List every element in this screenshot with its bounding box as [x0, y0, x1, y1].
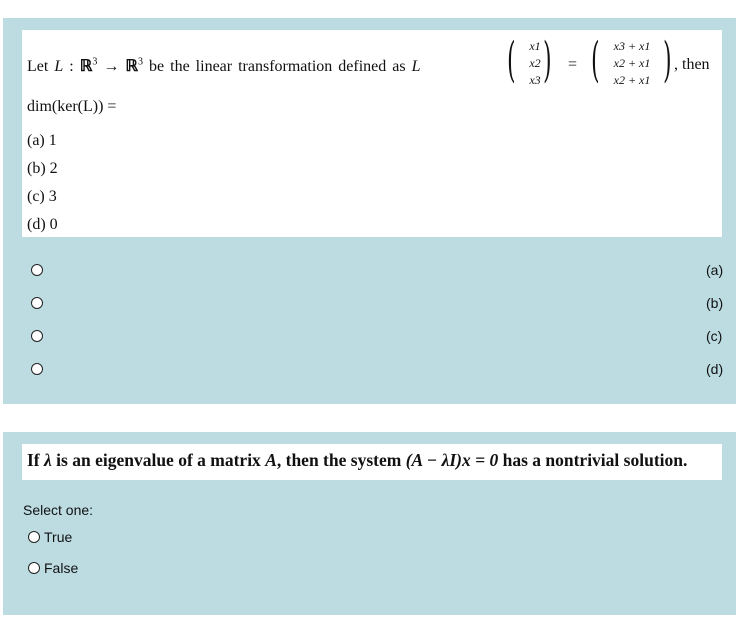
q2-text-if: If: [27, 450, 45, 470]
q1-answer-label-d[interactable]: (d): [706, 361, 724, 377]
q1-radio-c[interactable]: [31, 330, 43, 342]
q1-option-a-text: (a) 1: [27, 132, 57, 149]
right-paren-in: ): [543, 32, 552, 88]
select-one-label: Select one:: [23, 502, 94, 518]
q1-answer-label-c[interactable]: (c): [706, 328, 723, 344]
q1-exp-1: 3: [92, 56, 98, 68]
output-row-1: x3 + x1: [613, 39, 651, 53]
output-vector: [601, 38, 663, 89]
q1-option-d-text: (d) 0: [27, 216, 58, 233]
q1-answer-label-a[interactable]: (a): [706, 262, 724, 278]
q2-text-eigen: is an eigenvalue of a matrix: [51, 450, 266, 470]
q1-answer-label-b[interactable]: (b): [706, 295, 724, 311]
q1-radio-d[interactable]: [31, 363, 43, 375]
q1-colon: :: [69, 58, 74, 75]
q1-let: Let: [27, 58, 49, 75]
false-label[interactable]: False: [44, 560, 79, 576]
q1-option-b-text: (b) 2: [27, 160, 58, 177]
q1-R-domain: ℝ: [79, 58, 93, 75]
q2-text-nontrivial: has a nontrivial solution.: [498, 450, 688, 470]
output-row-3: x2 + x1: [613, 73, 651, 87]
input-x1: x1: [529, 39, 541, 53]
input-x3: x3: [529, 73, 541, 87]
false-radio[interactable]: [28, 562, 40, 574]
input-x2: x2: [529, 56, 541, 70]
q2-lambda: λ: [44, 450, 52, 470]
q2-A: A: [265, 450, 277, 470]
question-1-line-1: [27, 56, 421, 76]
q2-equation: (A − λI)x = 0: [405, 450, 499, 470]
q1-L-applied: L: [411, 58, 421, 75]
q1-L: L: [54, 58, 64, 75]
q2-text-system: , then the system: [276, 450, 406, 470]
q1-R-codomain: ℝ: [125, 58, 139, 75]
q1-exp-2: 3: [138, 56, 144, 68]
true-radio[interactable]: [28, 531, 40, 543]
true-label[interactable]: True: [44, 529, 73, 545]
q1-option-c-text: (c) 3: [27, 188, 57, 205]
q1-definition-text: be the linear transformation defined as: [149, 58, 406, 75]
q1-radio-a[interactable]: [31, 264, 43, 276]
left-paren-in: (: [507, 32, 516, 88]
right-paren-out: ): [663, 32, 672, 88]
q1-dim-ker: dim(ker(L)) =: [27, 98, 117, 115]
equals-sign: =: [568, 56, 578, 73]
q1-radio-b[interactable]: [31, 297, 43, 309]
q1-then: , then: [674, 56, 710, 73]
q1-arrow: →: [103, 58, 120, 75]
left-paren-out: (: [591, 32, 600, 88]
question-2-text: [27, 450, 687, 471]
output-row-2: x2 + x1: [613, 56, 651, 70]
